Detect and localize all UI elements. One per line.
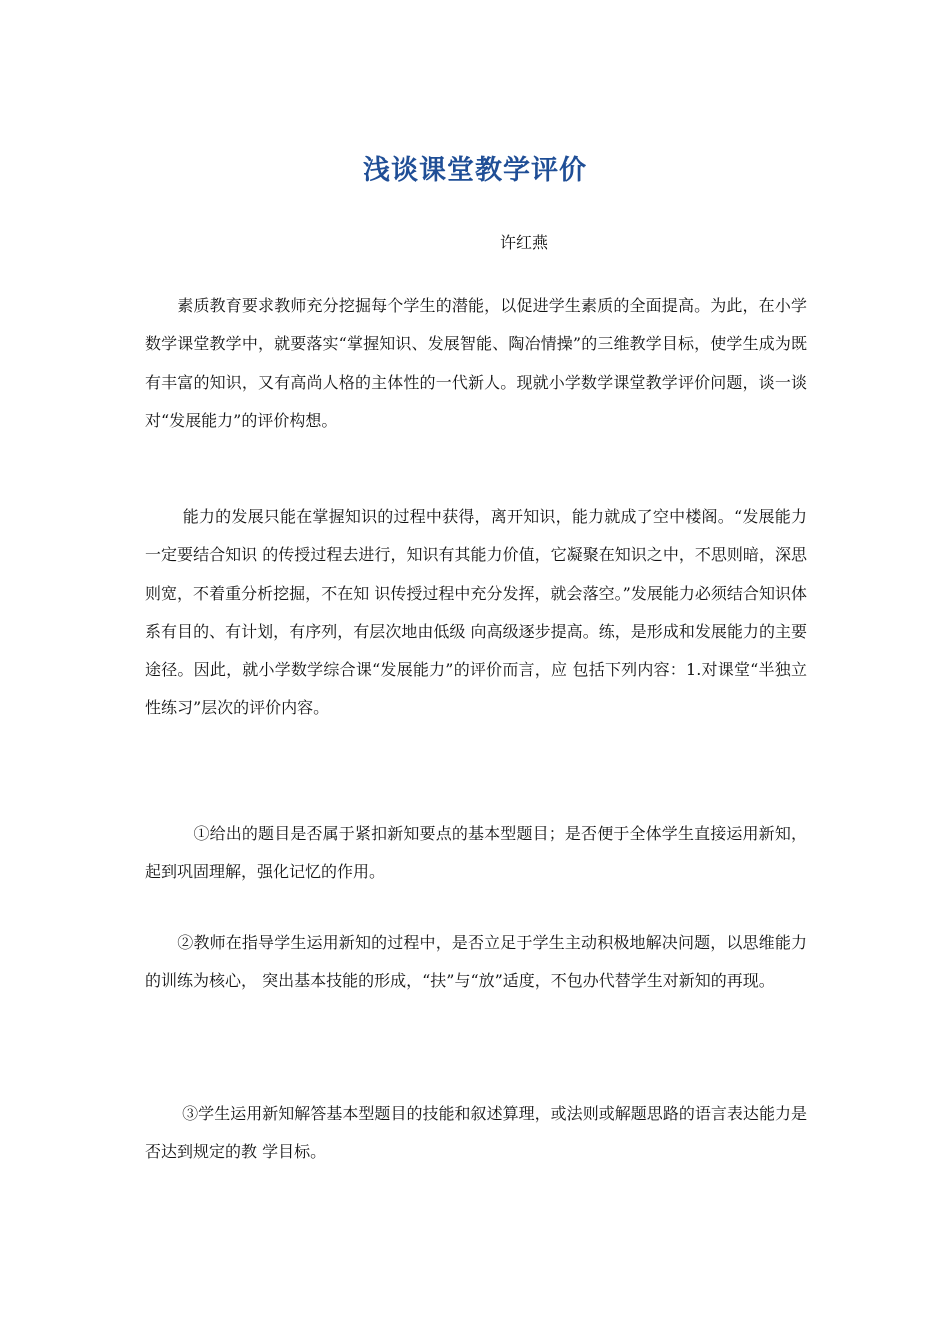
- body-paragraph: ②教师在指导学生运用新知的过程中，是否立足于学生主动积极地解决问题，以思维能力的训练为核心， 突出基本技能的形成，“扶”与“放”适度，不包办代替学生对新知的再现。: [145, 933, 807, 991]
- body-paragraph: 素质教育要求教师充分挖掘每个学生的潜能，以促进学生素质的全面提高。为此，在小学数学课堂教学中，就要落实“掌握知识、发展智能、陶冶情操”的三维教学目标，使学生成为既有丰富的知识，又有高尚人格的主体性的一代新人。现就小学数学课堂教学评价问题，谈一谈对“发展能力”的评价构想。: [145, 296, 807, 430]
- body-paragraph: 能力的发展只能在掌握知识的过程中获得，离开知识，能力就成了空中楼阁。“发展能力一定要结合知识 的传授过程去进行，知识有其能力价值，它凝聚在知识之中，不思则暗，深思则宽，不着重分析挖掘，不在知 识传授过程中充分发挥，就会落空。”发展能力必须结合知识体系有目的、有计划，有序列，有层次地由低级 向高级逐步提高。练，是形成和发展能力的主要途径。因此，就小学数学综合课“发展能力”的评价而言，应 包括下列内容：1.对课堂“半独立性练习”层次的评价内容。: [145, 507, 807, 718]
- author-name: 许红燕: [500, 233, 549, 252]
- body-paragraph: ①给出的题目是否属于紧扣新知要点的基本型题目；是否便于全体学生直接运用新知，起到巩固理解，强化记忆的作用。: [145, 824, 807, 882]
- document-title: 浅谈课堂教学评价: [363, 155, 587, 186]
- body-paragraph: ③学生运用新知解答基本型题目的技能和叙述算理，或法则或解题思路的语言表达能力是否达到规定的教 学目标。: [145, 1104, 807, 1162]
